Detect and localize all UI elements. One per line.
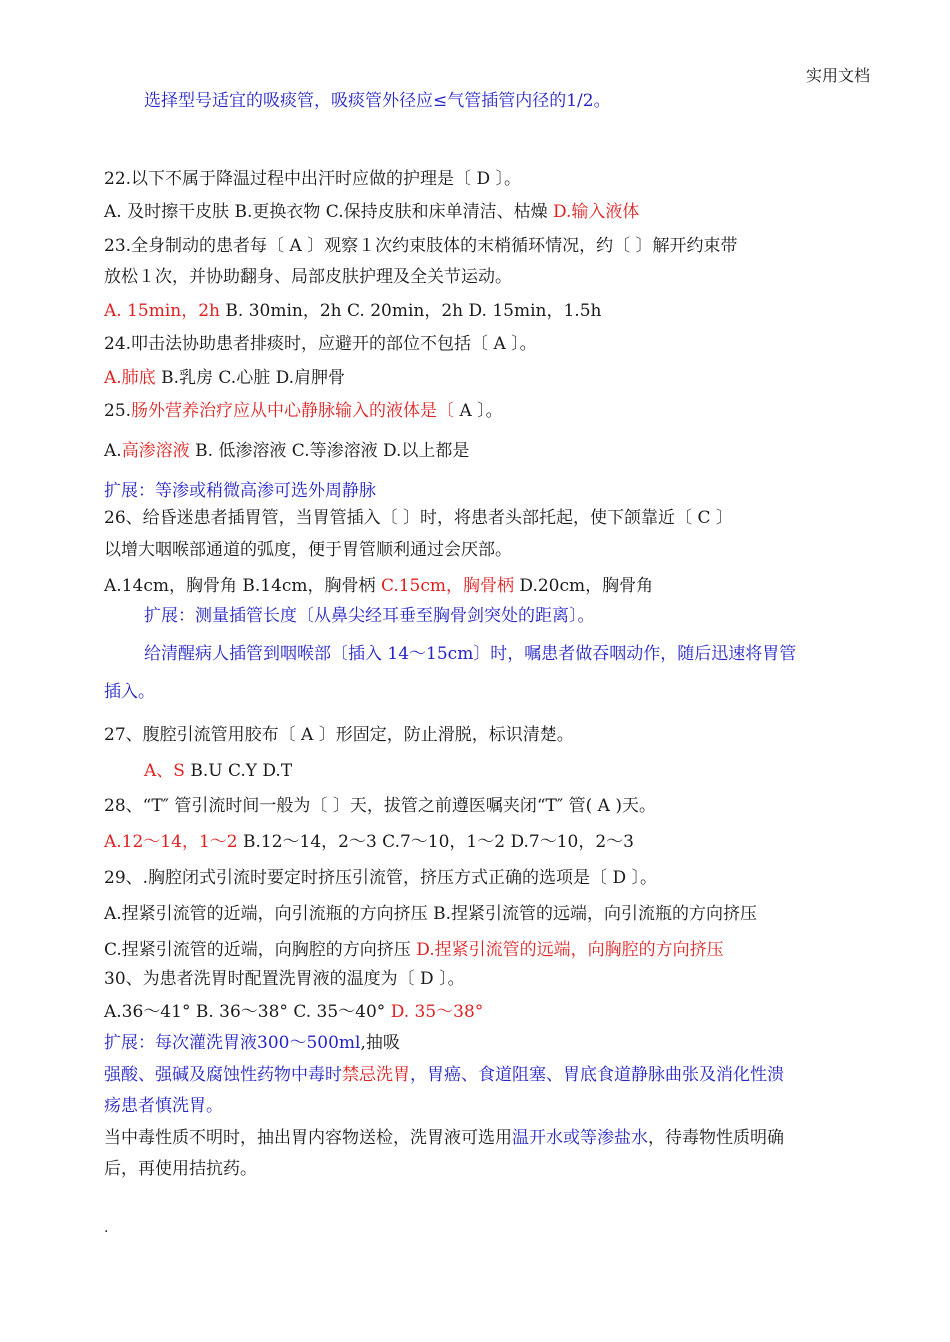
text-line xyxy=(104,1158,257,1180)
text-segment: B.U C.Y D.T xyxy=(184,761,293,781)
text-segment: 扩展：测量插管长度〔从鼻尖经耳垂至胸骨剑突处的距离〕。 xyxy=(144,606,595,626)
text-line xyxy=(144,90,611,112)
text-line xyxy=(104,333,537,355)
text-line xyxy=(104,831,634,853)
text-segment: B. 30min，2h C. 20min，2h D. 15min，1.5h xyxy=(220,301,602,321)
text-segment: 肠外营养治疗应从中心静脉输入的液体是〔 xyxy=(131,401,455,421)
text-segment: 给清醒病人插管到咽喉部〔插入 14～15cm〕时，嘱患者做吞咽动作，随后迅速将胃管 xyxy=(144,644,797,664)
text-segment: D.20cm，胸骨角 xyxy=(514,576,654,596)
text-line xyxy=(104,795,656,817)
text-line xyxy=(104,300,601,322)
text-segment: ，待毒物性质明确 xyxy=(648,1128,784,1148)
text-segment: ,抽吸 xyxy=(360,1033,400,1053)
text-segment: 禁忌洗胃 xyxy=(342,1065,410,1085)
text-line xyxy=(144,760,292,782)
text-line xyxy=(104,681,155,703)
text-segment: A 〕。 xyxy=(454,401,503,421)
text-segment: C.捏紧引流管的近端，向胸腔的方向挤压 xyxy=(104,940,417,960)
text-segment: ，胃癌、食道阻塞、胃底食道静脉曲张及消化性溃 xyxy=(410,1065,784,1085)
text-segment: 27、腹腔引流管用胶布〔 A 〕形固定，防止滑脱，标识清楚。 xyxy=(104,725,574,745)
text-segment: 26、给昏迷患者插胃管，当胃管插入〔 〕时，将患者头部托起，使下颌靠近〔 C 〕 xyxy=(104,508,733,528)
text-line xyxy=(104,201,639,223)
text-segment: 高渗溶液 xyxy=(121,441,190,461)
text-line xyxy=(104,507,733,529)
text-line xyxy=(104,1001,483,1023)
text-line xyxy=(104,903,757,925)
text-segment: A.14cm，胸骨角 B.14cm，胸骨柄 xyxy=(104,576,381,596)
text-segment: 扩展：等渗或稍微高渗可选外周静脉 xyxy=(104,481,376,501)
text-line xyxy=(104,968,465,990)
text-segment: C.15cm，胸骨柄 xyxy=(380,576,515,596)
text-line xyxy=(104,1064,784,1086)
text-segment: A. 15min，2h xyxy=(104,301,220,321)
text-segment: A. 及时擦干皮肤 B.更换衣物 C.保持皮肤和床单清洁、枯燥 xyxy=(104,202,553,222)
text-segment: 23.全身制动的患者每〔 A 〕观察１次约束肢体的末梢循环情况，约〔 〕解开约束带 xyxy=(104,236,738,256)
text-segment: A、S xyxy=(144,761,185,781)
text-line xyxy=(104,1095,223,1117)
text-segment: 25. xyxy=(104,401,132,421)
page-header: 实用文档 xyxy=(806,66,871,85)
text-line xyxy=(144,643,796,665)
text-segment: A. xyxy=(104,441,122,461)
text-line xyxy=(104,1127,784,1149)
text-segment: A.36～41° B. 36～38° C. 35～40° xyxy=(104,1002,391,1022)
text-segment: 22.以下不属于降温过程中出汗时应做的护理是〔 D 〕。 xyxy=(104,169,521,189)
footer-mark: . xyxy=(104,1220,109,1236)
text-line xyxy=(104,724,574,746)
text-segment: D. 35～38° xyxy=(390,1002,484,1022)
text-segment: 疡患者慎洗胃。 xyxy=(104,1096,223,1116)
text-segment: 强酸、强碱及腐蚀性药物中毒时 xyxy=(104,1065,342,1085)
text-segment: B.乳房 C.心脏 D.肩胛骨 xyxy=(155,368,346,388)
text-segment: B. 低渗溶液 C.等渗溶液 D.以上都是 xyxy=(189,441,470,461)
text-segment: 后，再使用拮抗药。 xyxy=(104,1159,257,1179)
text-segment: 选择型号适宜的吸痰管，吸痰管外径应≤气管插管内径的1/2。 xyxy=(144,91,611,111)
text-segment: 300～500ml xyxy=(257,1033,361,1053)
text-segment: 当中毒性质不明时，抽出胃内容物送检，洗胃液可选用 xyxy=(104,1128,512,1148)
text-line xyxy=(104,867,657,889)
text-line xyxy=(104,400,503,422)
text-segment: A.12～14，1～2 xyxy=(104,832,238,852)
text-segment: 放松１次，并协助翻身、局部皮肤护理及全关节运动。 xyxy=(104,267,512,287)
text-line xyxy=(144,605,595,627)
text-line xyxy=(104,367,345,389)
text-segment: 28、“T″ 管引流时间一般为〔 〕天，拔管之前遵医嘱夹闭“T″ 管( A )天。 xyxy=(104,796,656,816)
text-segment: 30、为患者洗胃时配置洗胃液的温度为〔 D 〕。 xyxy=(104,969,465,989)
text-line xyxy=(104,539,512,561)
text-line xyxy=(104,1032,400,1054)
text-line xyxy=(104,939,724,961)
text-line xyxy=(104,266,512,288)
text-segment: 温开水或等渗盐水 xyxy=(512,1128,648,1148)
text-segment: B.12～14，2～3 C.7～10，1～2 D.7～10，2～3 xyxy=(237,832,634,852)
text-line xyxy=(104,440,469,462)
text-segment: 24.叩击法协助患者排痰时，应避开的部位不包括〔 A 〕。 xyxy=(104,334,537,354)
text-segment: 29、.胸腔闭式引流时要定时挤压引流管，挤压方式正确的选项是〔 D 〕。 xyxy=(104,868,657,888)
text-segment: 插入。 xyxy=(104,682,155,702)
text-segment: 扩展：每次灌洗胃液 xyxy=(104,1033,257,1053)
text-line xyxy=(104,235,738,257)
text-line xyxy=(104,575,653,597)
text-segment: A.肺底 xyxy=(104,368,156,388)
text-line xyxy=(104,168,521,190)
text-line xyxy=(104,480,376,502)
text-segment: D.输入液体 xyxy=(553,202,640,222)
text-segment: 以增大咽喉部通道的弧度，便于胃管顺利通过会厌部。 xyxy=(104,540,512,560)
text-segment: A.捏紧引流管的近端，向引流瓶的方向挤压 B.捏紧引流管的远端，向引流瓶的方向挤压 xyxy=(104,904,757,924)
text-segment: D.捏紧引流管的远端，向胸腔的方向挤压 xyxy=(416,940,724,960)
